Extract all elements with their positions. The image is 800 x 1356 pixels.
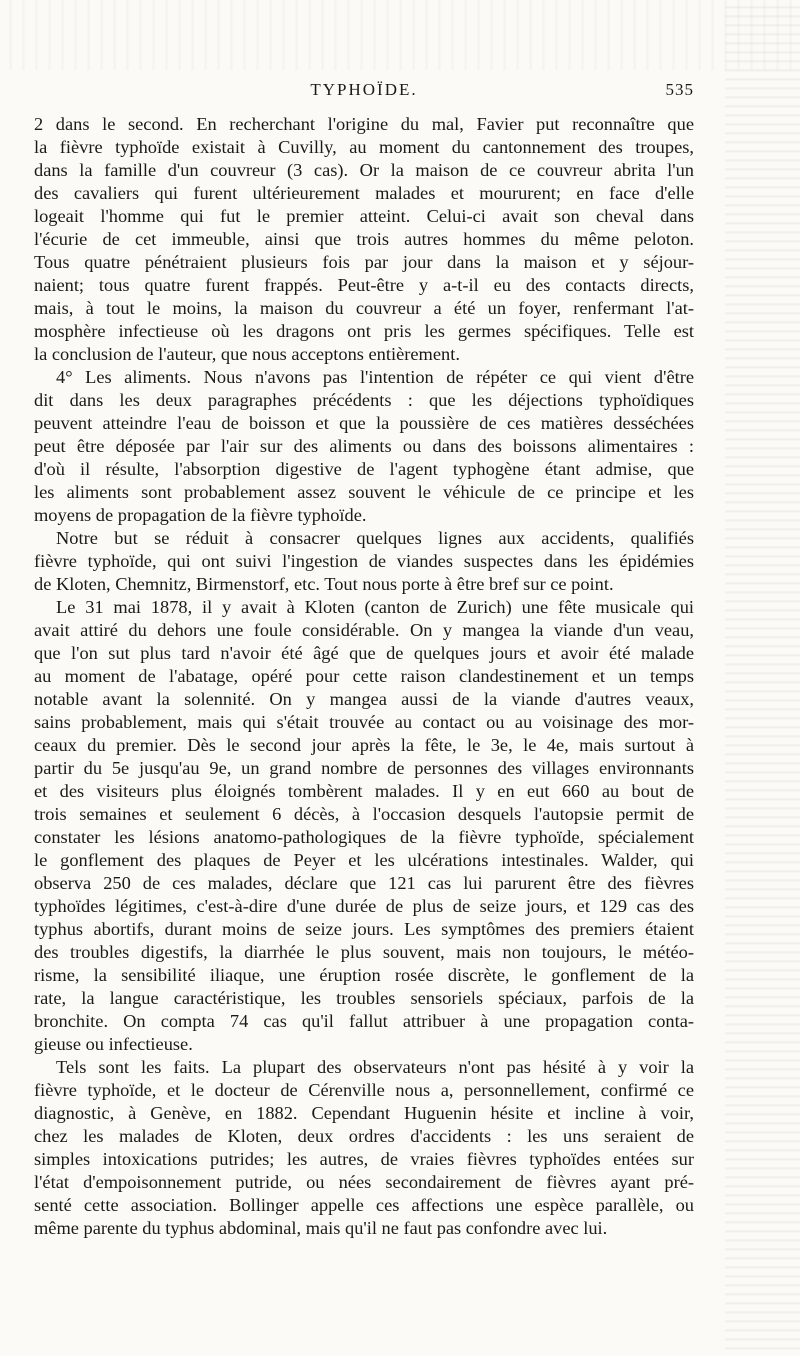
text-line: des cavaliers qui furent ultérieurement malades et moururent; en face d'elle	[34, 183, 694, 203]
text-line: moyens de propagation de la fièvre typhoïde.	[34, 505, 367, 525]
paragraph	[34, 113, 694, 366]
text-line: peut être déposée par l'air sur des aliments ou dans des boissons alimentaires :	[34, 436, 694, 456]
page-number: 535	[665, 80, 694, 99]
page-header	[34, 80, 694, 106]
scan-noise-edge	[725, 0, 800, 1356]
text-line: observa 250 de ces malades, déclare que 121 cas lui parurent être des fièvres	[34, 873, 694, 893]
text-line: le gonflement des plaques de Peyer et les ulcérations intestinales. Walder, qui	[34, 850, 694, 870]
text-line: fièvre typhoïde, qui ont suivi l'ingestion de viandes suspectes dans les épidémies	[34, 551, 694, 571]
text-line: peuvent atteindre l'eau de boisson et que la poussière de ces matières desséchées	[34, 413, 694, 433]
text-line: la conclusion de l'auteur, que nous acceptons entièrement.	[34, 344, 460, 364]
text-line: ceaux du premier. Dès le second jour après la fête, le 3e, le 4e, mais surtout à	[34, 735, 694, 755]
text-line: notable avant la solennité. On y mangea aussi de la viande d'autres veaux,	[34, 689, 694, 709]
text-line: avait attiré du dehors une foule considérable. On y mangea la viande d'un veau,	[34, 620, 694, 640]
text-line: les aliments sont probablement assez souvent le véhicule de ce principe et les	[34, 482, 694, 502]
text-line: l'écurie de cet immeuble, ainsi que trois autres hommes du même peloton.	[34, 229, 694, 249]
paragraph	[34, 366, 694, 527]
text-line: l'état d'empoisonnement putride, ou nées secondairement de fièvres ayant pré-	[34, 1172, 694, 1192]
scan-noise-top	[0, 0, 800, 70]
text-line: Le 31 mai 1878, il y avait à Kloten (canton de Zurich) une fête musicale qui	[56, 597, 694, 617]
text-line: des troubles digestifs, la diarrhée le plus souvent, mais non toujours, le météo-	[34, 942, 694, 962]
text-line: bronchite. On compta 74 cas qu'il fallut attribuer à une propagation conta-	[34, 1011, 694, 1031]
text-line: d'où il résulte, l'absorption digestive de l'agent typhogène étant admise, que	[34, 459, 694, 479]
text-line: 4° Les aliments. Nous n'avons pas l'intention de répéter ce qui vient d'être	[56, 367, 694, 387]
text-line: typhoïdes légitimes, c'est-à-dire d'une durée de plus de seize jours, et 129 cas des	[34, 896, 694, 916]
text-line: simples intoxications putrides; les autres, de vraies fièvres typhoïdes entées sur	[34, 1149, 694, 1169]
paragraph	[34, 596, 694, 1056]
text-line: rate, la langue caractéristique, les troubles sensoriels spéciaux, parfois de la	[34, 988, 694, 1008]
running-title: TYPHOÏDE.	[310, 80, 418, 99]
text-line: typhus abortifs, durant moins de seize jours. Les symptômes des premiers étaient	[34, 919, 694, 939]
text-line: de Kloten, Chemnitz, Birmenstorf, etc. Tout nous porte à être bref sur ce point.	[34, 574, 614, 594]
text-line: senté cette association. Bollinger appelle ces affections une espèce parallèle, ou	[34, 1195, 694, 1215]
paragraph	[34, 1056, 694, 1240]
text-line: dans la famille d'un couvreur (3 cas). Or la maison de ce couvreur abrita l'un	[34, 160, 694, 180]
text-line: logeait l'homme qui fut le premier atteint. Celui-ci avait son cheval dans	[34, 206, 694, 226]
text-line: constater les lésions anatomo-pathologiques de la fièvre typhoïde, spécialement	[34, 827, 694, 847]
text-line: 2 dans le second. En recherchant l'origine du mal, Favier put reconnaître que	[34, 114, 694, 134]
text-line: même parente du typhus abdominal, mais qu'il ne faut pas confondre avec lui.	[34, 1218, 608, 1238]
text-line: risme, la sensibilité iliaque, une éruption rosée discrète, le gonflement de la	[34, 965, 694, 985]
text-line: la fièvre typhoïde existait à Cuvilly, au moment du cantonnement des troupes,	[34, 137, 694, 157]
text-line: sains probablement, mais qui s'était trouvée au contact ou au voisinage des mor-	[34, 712, 694, 732]
text-line: Tels sont les faits. La plupart des observateurs n'ont pas hésité à y voir la	[56, 1057, 694, 1077]
text-line: diagnostic, à Genève, en 1882. Cependant Huguenin hésite et incline à voir,	[34, 1103, 694, 1123]
text-line: partir du 5e jusqu'au 9e, un grand nombre de personnes des villages environnants	[34, 758, 694, 778]
paragraph	[34, 527, 694, 596]
text-line: dit dans les deux paragraphes précédents : que les déjections typhoïdiques	[34, 390, 694, 410]
text-line: chez les malades de Kloten, deux ordres d'accidents : les uns seraient de	[34, 1126, 694, 1146]
text-line: naient; tous quatre furent frappés. Peut-être y a-t-il eu des contacts directs,	[34, 275, 694, 295]
text-line: Tous quatre pénétraient plusieurs fois par jour dans la maison et y séjour-	[34, 252, 694, 272]
text-line: que l'on sut plus tard n'avoir été âgé que de quelques jours et avoir été malade	[34, 643, 694, 663]
text-line: Notre but se réduit à consacrer quelques lignes aux accidents, qualifiés	[56, 528, 694, 548]
text-line: au moment de l'abatage, opéré pour cette raison clandestinement et un temps	[34, 666, 694, 686]
text-line: mosphère infectieuse où les dragons ont pris les germes spécifiques. Telle est	[34, 321, 694, 341]
text-line: gieuse ou infectieuse.	[34, 1034, 193, 1054]
text-line: et des visiteurs plus éloignés tombèrent malades. Il y en eut 660 au bout de	[34, 781, 694, 801]
page-body	[34, 113, 694, 1240]
text-line: fièvre typhoïde, et le docteur de Cérenville nous a, personnellement, confirmé ce	[34, 1080, 694, 1100]
text-line: mais, à tout le moins, la maison du couvreur a été un foyer, renfermant l'at-	[34, 298, 694, 318]
text-line: trois semaines et seulement 6 décès, à l'occasion desquels l'autopsie permit de	[34, 804, 694, 824]
